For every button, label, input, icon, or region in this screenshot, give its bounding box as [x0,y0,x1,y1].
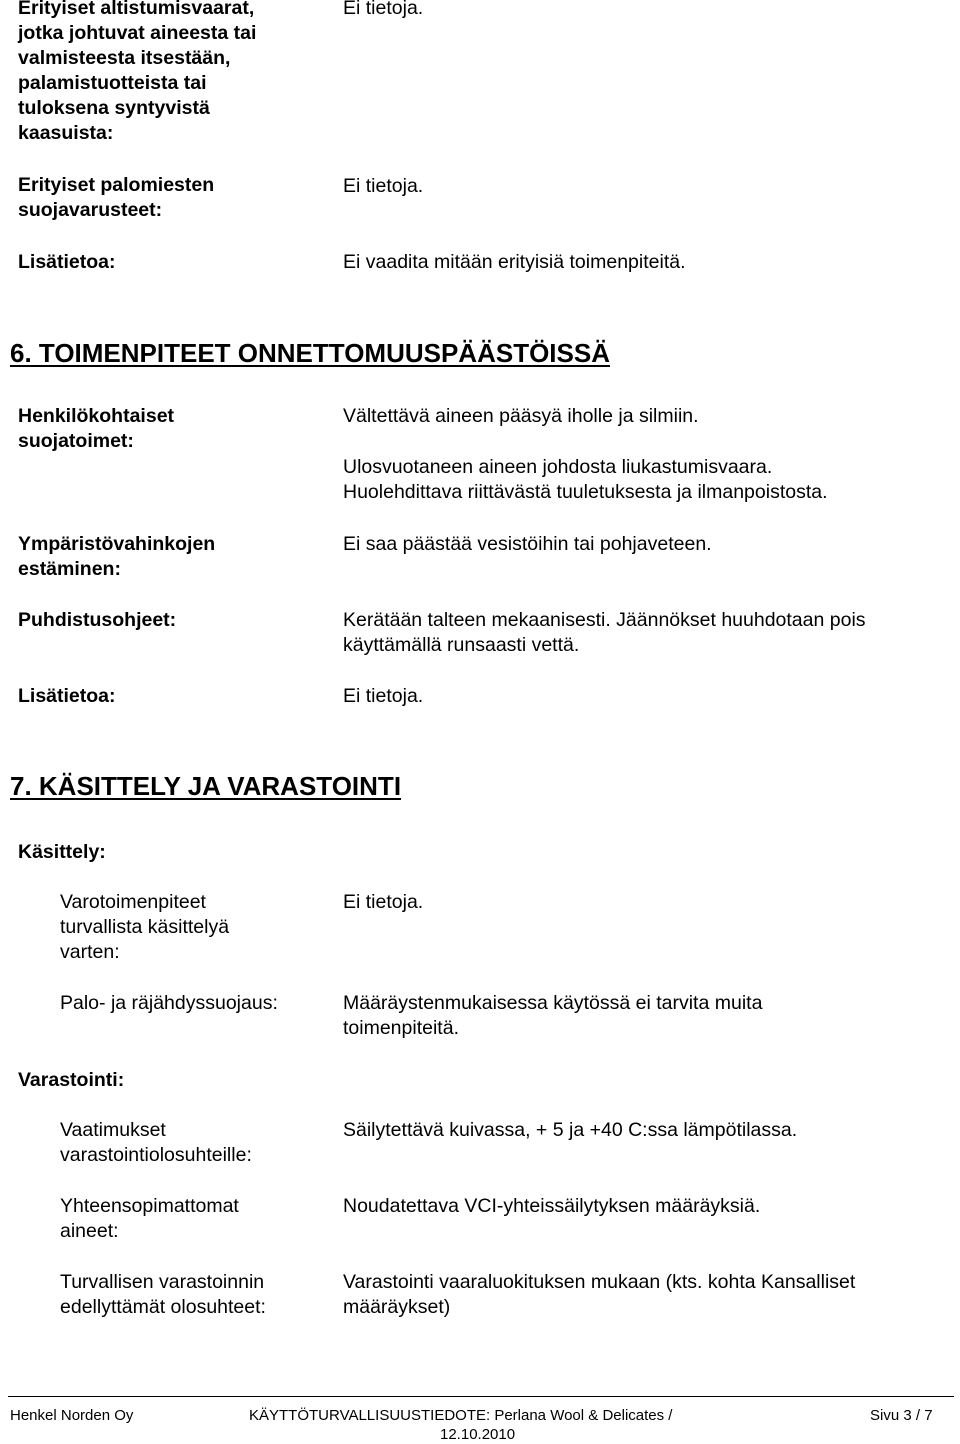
label-line: Vaatimukset [60,1119,166,1141]
safe-storage-conditions-label [60,1270,266,1320]
storage-label: Varastointi: [18,1069,125,1091]
fire-hazards-value: Ei tietoja. [343,0,424,19]
value-line: Varastointi vaaraluokituksen mukaan (kts. kohta Kansalliset [343,1271,856,1293]
value-line: toimenpiteitä. [343,1017,459,1039]
environmental-precautions-label [18,532,215,582]
firefighter-equipment-label [18,173,214,223]
firefighter-equipment-value: Ei tietoja. [343,175,424,197]
label-line: edellyttämät olosuhteet: [60,1296,266,1318]
s5-additional-info-label: Lisätietoa: [18,251,116,273]
label-line: estäminen: [18,558,121,580]
incompatible-materials-value: Noudatettava VCI-yhteissäilytyksen määräyksiä. [343,1195,761,1217]
label-line: Varotoimenpiteet [60,891,206,913]
label-line: turvallista käsittelyä [60,916,230,938]
label-line: Erityiset altistumisvaarat, [18,0,255,19]
value-line: määräykset) [343,1296,451,1318]
label-line: kaasuista: [18,122,114,144]
label-line: Yhteensopimattomat [60,1195,239,1217]
personal-precautions-value: Vältettävä aineen pääsyä iholle ja silmiin. [343,405,699,427]
s5-additional-info-value: Ei vaadita mitään erityisiä toimenpiteitä. [343,251,686,273]
incompatible-materials-label [60,1194,239,1244]
footer-company: Henkel Norden Oy [10,1407,134,1424]
value-line: Huolehdittava riittävästä tuuletuksesta ja ilmanpoistosta. [343,481,828,503]
label-line: tuloksena syntyvistä [18,97,210,119]
footer-document-title: KÄYTTÖTURVALLISUUSTIEDOTE: Perlana Wool & Delicates / [249,1407,673,1424]
storage-requirements-value: Säilytettävä kuivassa, + 5 ja +40 C:ssa lämpötilassa. [343,1119,798,1141]
label-line: varten: [60,941,120,963]
value-line: käyttämällä runsaasti vettä. [343,634,580,656]
label-line: Turvallisen varastoinnin [60,1271,265,1293]
safe-handling-label [60,890,229,965]
label-line: Ympäristövahinkojen [18,533,216,555]
label-line: palamistuotteista tai [18,72,207,94]
footer-divider [8,1396,954,1397]
handling-label: Käsittely: [18,841,106,863]
safe-storage-conditions-value [343,1270,855,1320]
safe-handling-value: Ei tietoja. [343,891,424,913]
label-line: Erityiset palomiesten [18,174,215,196]
label-line: Henkilökohtaiset [18,405,175,427]
personal-precautions-label [18,404,174,454]
fire-explosion-protection-label: Palo- ja räjähdyssuojaus: [60,992,278,1014]
value-line: Määräystenmukaisessa käytössä ei tarvita muita [343,992,763,1014]
label-line: varastointiolosuhteille: [60,1144,252,1166]
page-footer [0,1396,960,1444]
label-line: valmisteesta itsestään, [18,47,231,69]
personal-precautions-value-2 [343,455,828,505]
s6-additional-info-label: Lisätietoa: [18,685,116,707]
label-line: suojavarusteet: [18,199,163,221]
fire-explosion-protection-value [343,991,762,1041]
cleanup-value [343,608,866,658]
footer-page-number: Sivu 3 / 7 [870,1407,933,1424]
footer-date: 12.10.2010 [440,1426,516,1443]
label-line: jotka johtuvat aineesta tai [18,22,257,44]
fire-hazards-label [18,0,256,146]
label-line: suojatoimet: [18,430,134,452]
value-line: Ulosvuotaneen aineen johdosta liukastumisvaara. [343,456,773,478]
environmental-precautions-value: Ei saa päästää vesistöihin tai pohjaveteen. [343,533,712,555]
section-6-heading: 6. TOIMENPITEET ONNETTOMUUSPÄÄSTÖISSÄ [10,338,610,368]
cleanup-label: Puhdistusohjeet: [18,609,177,631]
section-7-heading: 7. KÄSITTELY JA VARASTOINTI [10,771,402,801]
value-line: Kerätään talteen mekaanisesti. Jäännökset huuhdotaan pois [343,609,866,631]
s6-additional-info-value: Ei tietoja. [343,685,424,707]
label-line: aineet: [60,1220,119,1242]
storage-requirements-label [60,1118,252,1168]
